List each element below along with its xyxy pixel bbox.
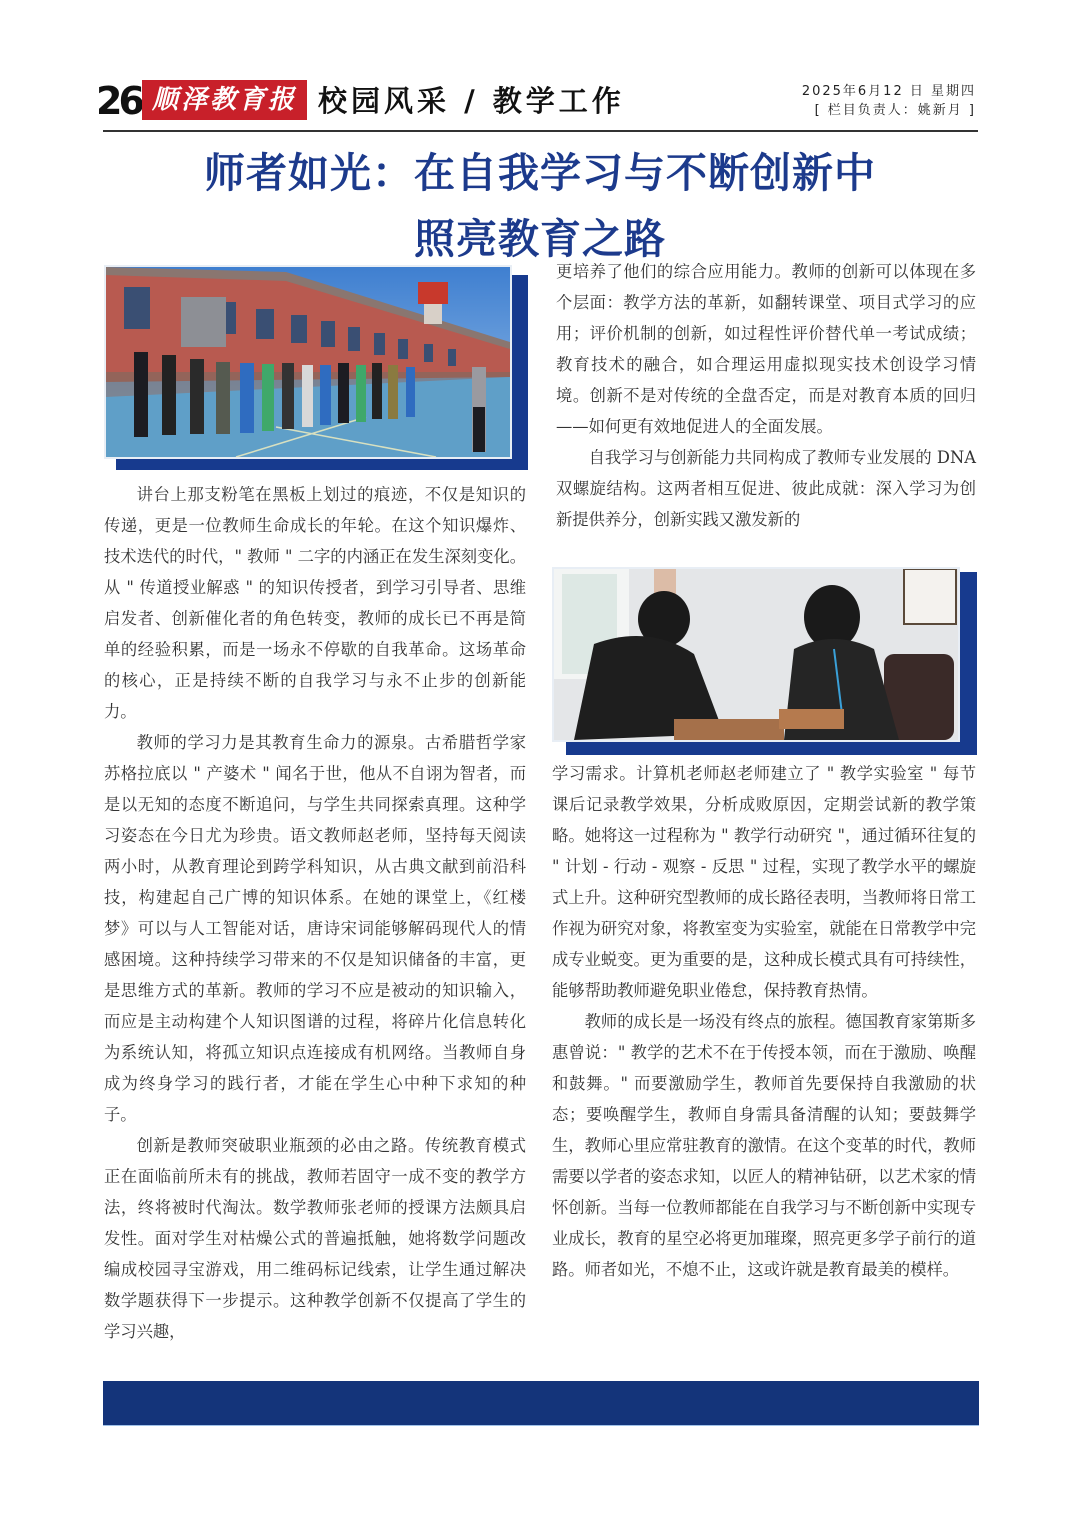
paragraph-intro: 讲台上那支粉笔在黑板上划过的痕迹，不仅是知识的传递，更是一位教师生命成长的年轮。在这个知识爆炸、技术迭代的时代，" 教师 " 二字的内涵正在发生深刻变化。从 " 传道授业解惑 " 的知识传授者，到学习引导者、思维启发者、创新催化者的角色转变，教师的成长已不再是简单的经验积累，而是一场永不停歇的自我革命。这场革命的核心，正是持续不断的自我学习与永不止步的创新能力。 — [104, 485, 526, 721]
article-column-left — [104, 479, 526, 1347]
section-title: 校园风采 / 教学工作 — [318, 84, 625, 118]
paragraph-conclusion: 教师的成长是一场没有终点的旅程。德国教育家第斯多惠曾说：" 教学的艺术不在于传授本领，而在于激励、唤醒和鼓舞。" 而要激励学生，教师首先要保持自我激励的状态；要唤醒学生，教师自身需具备清醒的认知；要鼓舞学生，教师心里应常驻教育的激情。在这个变革的时代，教师需要以学者的姿态求知，以匠人的精神钻研，以艺术家的情怀创新。当每一位教师都能在自我学习与不断创新中实现专业成长，教育的星空必将更加璀璨，照亮更多学子前行的道路。师者如光，不熄不止，这或许就是教育最美的模样。 — [552, 1012, 976, 1279]
dateline — [802, 82, 976, 120]
paragraph-dna: 自我学习与创新能力共同构成了教师专业发展的 DNA 双螺旋结构。这两者相互促进、彼此成就：深入学习为创新提供养分，创新实践又激发新的 — [556, 448, 976, 529]
photo-school-assembly — [104, 265, 512, 459]
photo-school-assembly-image — [106, 267, 510, 457]
newspaper-masthead: 顺泽教育报 — [142, 80, 307, 120]
column-editor: [ 栏目负责人：姚新月 ] — [814, 103, 976, 118]
paragraph-learning: 教师的学习力是其教育生命力的源泉。古希腊哲学家苏格拉底以 " 产婆术 " 闻名于世，他从不自诩为智者，而是以无知的态度不断追问，与学生共同探索真理。这种学习姿态在今日尤为珍贵。语文教师赵老师，坚持每天阅读两小时，从教育理论到跨学科知识，从古典文献到前沿科技，构建起自己广博的知识体系。在她的课堂上，《红楼梦》可以与人工智能对话，唐诗宋词能够解码现代人的情感困境。这种持续学习带来的不仅是知识储备的丰富，更是思维方式的革新。教师的学习不应是被动的知识输入，而应是主动构建个人知识图谱的过程，将碎片化信息转化为系统认知，将孤立知识点连接成有机网络。当教师自身成为终身学习的践行者，才能在学生心中种下求知的种子。 — [104, 733, 526, 1124]
article-column-right-top — [556, 256, 976, 535]
article-column-right-bottom — [552, 758, 976, 1285]
headline-line-2: 照亮教育之路 — [414, 215, 666, 263]
footer-color-band — [103, 1381, 979, 1426]
article-headline — [100, 140, 980, 272]
paragraph-innovation-cont: 更培养了他们的综合应用能力。教师的创新可以体现在多个层面：教学方法的革新，如翻转课堂、项目式学习的应用；评价机制的创新，如过程性评价替代单一考试成绩；教育技术的融合，如合理运用虚拟现实技术创设学习情境。创新不是对传统的全盘否定，而是对教育本质的回归——如何更有效地促进人的全面发展。 — [556, 262, 976, 436]
headline-line-1: 师者如光：在自我学习与不断创新中 — [204, 149, 876, 197]
header-divider — [103, 130, 978, 132]
photo-teachers-office-image — [554, 569, 958, 740]
paragraph-innovation: 创新是教师突破职业瓶颈的必由之路。传统教育模式正在面临前所未有的挑战，教师若固守一成不变的教学方法，终将被时代淘汰。数学教师张老师的授课方法颇具启发性。面对学生对枯燥公式的普遍抵触，她将数学问题改编成校园寻宝游戏，用二维码标记线索，让学生通过解决数学题获得下一步提示。这种教学创新不仅提高了学生的学习兴趣， — [104, 1136, 526, 1341]
issue-date: 2025年6月12 日 星期四 — [801, 84, 976, 99]
page-number: 26 — [96, 79, 141, 123]
paragraph-research: 学习需求。计算机老师赵老师建立了 " 教学实验室 " 每节课后记录教学效果，分析成败原因，定期尝试新的教学策略。她将这一过程称为 " 教学行动研究 "，通过循环往复的 " 计划 - 行动 - 观察 - 反思 " 过程，实现了教学水平的螺旋式上升。这种研究型教师的成长路径表明，当教师将日常工作视为研究对象，将教室变为实验室，就能在日常教学中完成专业蜕变。更为重要的是，这种成长模式具有可持续性，能够帮助教师避免职业倦怠，保持教育热情。 — [552, 764, 976, 1000]
photo-teachers-office — [552, 567, 960, 742]
